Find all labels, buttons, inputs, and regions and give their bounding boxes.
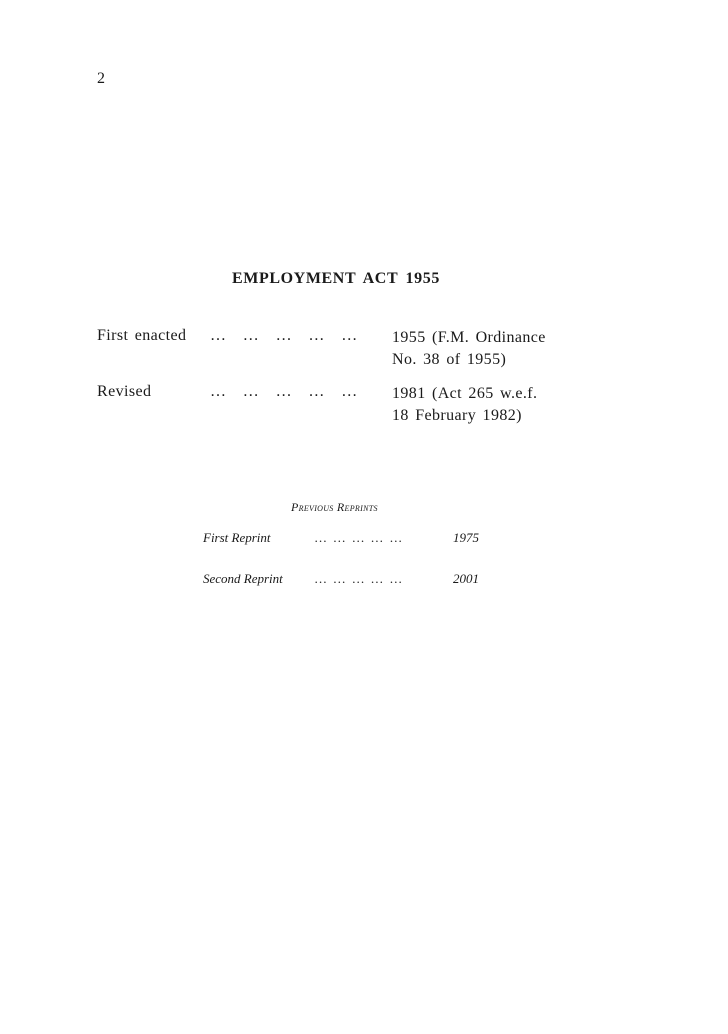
reprint-label: Second Reprint [203,571,283,586]
history-label: First enacted [97,327,187,344]
reprint-leader-dots: … … … … … [315,530,402,545]
history-leader-dots: … … … … … [210,327,358,344]
history-leader-dots: … … … … … [210,383,358,400]
history-row-first-enacted [97,327,597,371]
reprint-year: 1975 [453,530,479,545]
reprint-label: First Reprint [203,530,271,545]
history-row-revised [97,383,597,427]
reprint-row-first [203,530,523,548]
reprint-row-second [203,571,523,589]
history-value-line: 1981 (Act 265 w.e.f. [392,385,538,402]
history-value [392,383,537,427]
reprint-leader-dots: … … … … … [315,571,402,586]
reprint-year: 2001 [453,571,479,586]
act-title: EMPLOYMENT ACT 1955 [232,270,440,287]
page-number: 2 [97,70,105,87]
history-value-line: No. 38 of 1955) [392,351,507,368]
history-value [392,327,546,371]
history-label: Revised [97,383,152,400]
previous-reprints-heading: Previous Reprints [291,500,378,514]
history-value-line: 1955 (F.M. Ordinance [392,329,546,346]
history-value-line: 18 February 1982) [392,407,522,424]
